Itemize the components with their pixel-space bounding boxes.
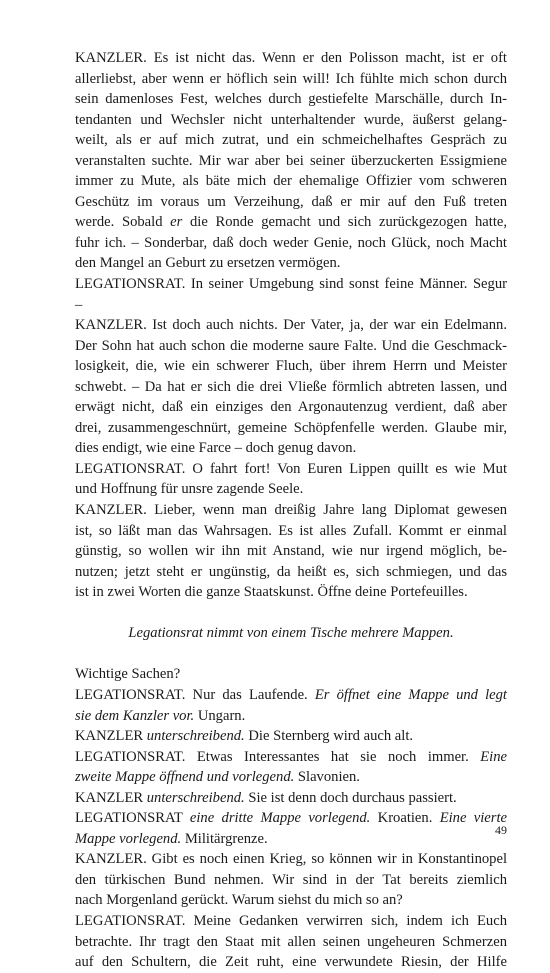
roman-text: nutzen; jetzt steht er ungünstig, da heißt es, sich schmiegen, und das — [75, 563, 507, 580]
text-line — [75, 664, 507, 685]
text-line — [75, 541, 507, 562]
text-line — [75, 356, 507, 377]
text-line — [75, 418, 507, 439]
italic-text: Er öffnet eine Mappe und legt — [314, 686, 507, 703]
roman-text: veranstalten suchte. Mir war aber bei seiner überzuckerten Essigmiene — [75, 152, 507, 169]
italic-text: er — [170, 214, 183, 231]
italic-text: sie dem Kanzler vor. — [75, 707, 195, 724]
roman-text: schwebt. – Da hat er sich die drei Vließe förmlich abtreten lassen, und — [75, 378, 507, 395]
text-line — [75, 130, 507, 151]
text-line — [75, 336, 507, 357]
text-line — [75, 788, 507, 809]
roman-text: günstig, so wollen wir ihn mit Anstand, wie nur irgend möglich, be- — [75, 543, 507, 560]
roman-text: Geschütz im voraus um Verzeihung, daß er mir auf den Fuß treten — [75, 193, 507, 210]
text-line — [75, 438, 507, 459]
text-line — [75, 932, 507, 953]
italic-text: unterschreibend. — [146, 789, 245, 806]
roman-text: drei, zusammengeschnürt, gemeine Schöpfenfelle werden. Glaube mir, — [75, 419, 507, 436]
text-line — [75, 397, 507, 418]
roman-text: LEGATIONSRAT. Etwas Interessantes hat sie noch immer. — [75, 748, 481, 765]
text-line — [75, 911, 507, 932]
text-line — [75, 685, 507, 706]
roman-text: werde. Sobald — [75, 214, 171, 231]
text-line — [75, 870, 507, 891]
roman-text: ist in zwei Worten die ganze Staatskunst. Öffne deine Portefeuilles. — [75, 584, 468, 601]
text-line — [75, 69, 507, 90]
page-number: 49 — [495, 823, 507, 837]
roman-text: KANZLER. Es ist nicht das. Wenn er den Polisson macht, ist er oft — [75, 50, 507, 66]
text-line — [75, 110, 507, 131]
roman-text: KANZLER. Lieber, wenn man dreißig Jahre lang Diplomat gewesen — [75, 502, 507, 519]
roman-text: ist, so läßt man das Wahrsagen. Es ist alles Zufall. Kommt er einmal — [75, 522, 507, 539]
italic-text: Eine — [480, 748, 507, 765]
roman-text: allerliebst, aber wenn er höflich sein will! Ich fühlte mich schon durch — [75, 70, 507, 87]
roman-text: – — [75, 296, 83, 313]
text-line — [75, 253, 507, 274]
text-line — [75, 562, 507, 583]
roman-text: tendanten und Wechsler nicht unterhaltender wurde, äußerst gelang- — [75, 111, 507, 128]
text-line — [75, 890, 507, 911]
roman-text: LEGATIONSRAT. Meine Gedanken verwirren sich, indem ich Euch — [75, 912, 507, 929]
roman-text: Der Sohn hat auch schon die moderne saure Falte. Und die Geschmack- — [75, 337, 507, 354]
italic-text: eine dritte Mappe vorlegend. — [189, 810, 371, 827]
text-line — [75, 459, 507, 480]
text-line — [75, 295, 507, 316]
roman-text: Die Sternberg wird auch alt. — [244, 728, 414, 745]
roman-text: sein damenloses Fest, welches durch gestiefelte Marschälle, durch In- — [75, 91, 507, 108]
text-line — [75, 89, 507, 110]
text-line — [75, 500, 507, 521]
text-line — [75, 233, 507, 254]
roman-text: auf den Schultern, die Zeit ruht, eine verwundete Riesin, der Hilfe — [75, 954, 507, 971]
text-line — [75, 582, 507, 603]
stage-direction-line — [75, 623, 507, 644]
roman-text: KANZLER. Gibt es noch einen Krieg, so können wir in Konstantinopel — [75, 851, 507, 868]
italic-text: Mappe vorlegend. — [75, 830, 182, 847]
blank-line — [75, 644, 507, 665]
text-line — [75, 315, 507, 336]
text-line — [75, 747, 507, 768]
italic-text: zweite Mappe öffnend und vorlegend. — [75, 769, 295, 786]
text-line — [75, 48, 507, 69]
text-line — [75, 767, 507, 788]
text-line — [75, 171, 507, 192]
roman-text: weilt, als er auf mich zutrat, und ein schmeichelhaftes Gespräch zu — [75, 132, 507, 149]
roman-text: KANZLER — [75, 728, 147, 745]
roman-text: LEGATIONSRAT. O fahrt fort! Von Euren Lippen quillt es wie Mut — [75, 460, 507, 477]
roman-text: LEGATIONSRAT. Nur das Laufende. — [75, 686, 315, 703]
roman-text: Ungarn. — [194, 707, 246, 724]
text-line — [75, 274, 507, 295]
roman-text: KANZLER — [75, 789, 147, 806]
roman-text: den türkischen Bund nehmen. Wir sind in der Tat bereits ziemlich — [75, 871, 507, 888]
roman-text: Slavonien. — [294, 769, 360, 786]
roman-text: KANZLER. Ist doch auch nichts. Der Vater, ja, der war ein Edelmann. — [75, 317, 507, 334]
text-line — [75, 151, 507, 172]
text-line — [75, 706, 507, 727]
roman-text: fuhr ich. – Sonderbar, daß doch weder Genie, noch Glück, noch Macht — [75, 234, 507, 251]
roman-text: losigkeit, die, wie ein schwerer Fluch, über ihrem Herrn und Meister — [75, 358, 507, 375]
italic-text: unterschreibend. — [146, 728, 245, 745]
roman-text: Militärgrenze. — [181, 830, 268, 847]
blank-line — [75, 603, 507, 624]
text-line — [75, 952, 507, 973]
text-line — [75, 849, 507, 870]
roman-text: erwägt nicht, daß ein einziges den Argonautenzug verdient, daß aber — [75, 399, 507, 416]
text-line — [75, 521, 507, 542]
roman-text: die Ronde gemacht und sich zurückgezogen hatte, — [182, 214, 507, 231]
text-line — [75, 726, 507, 747]
roman-text: nach Morgenland gerückt. Warum siehst du mich so an? — [75, 892, 403, 909]
italic-text: Legationsrat nimmt von einem Tische mehrere Mappen. — [128, 625, 454, 642]
text-line — [75, 212, 507, 233]
text-line — [75, 479, 507, 500]
text-line — [75, 192, 507, 213]
roman-text: betrachte. Ihr tragt den Staat mit allen seinen ungeheuren Schmerzen — [75, 933, 507, 950]
roman-text: Wichtige Sachen? — [75, 666, 181, 683]
roman-text: und Hoffnung für unsre zagende Seele. — [75, 481, 304, 498]
italic-text: Eine vierte — [439, 810, 507, 827]
roman-text: den Mangel an Geburt zu ersetzen vermögen. — [75, 255, 341, 272]
roman-text: immer zu Mute, als bäte mich der ehemalige Offizier vom schweren — [75, 173, 507, 190]
roman-text: Sie ist denn doch durchaus passiert. — [244, 789, 457, 806]
roman-text: Kroatien. — [370, 810, 440, 827]
roman-text: dies endigt, wie eine Farce – doch genug davon. — [75, 440, 357, 457]
roman-text: LEGATIONSRAT — [75, 810, 190, 827]
text-line — [75, 377, 507, 398]
roman-text: LEGATIONSRAT. In seiner Umgebung sind sonst feine Männer. Segur — [75, 276, 507, 293]
